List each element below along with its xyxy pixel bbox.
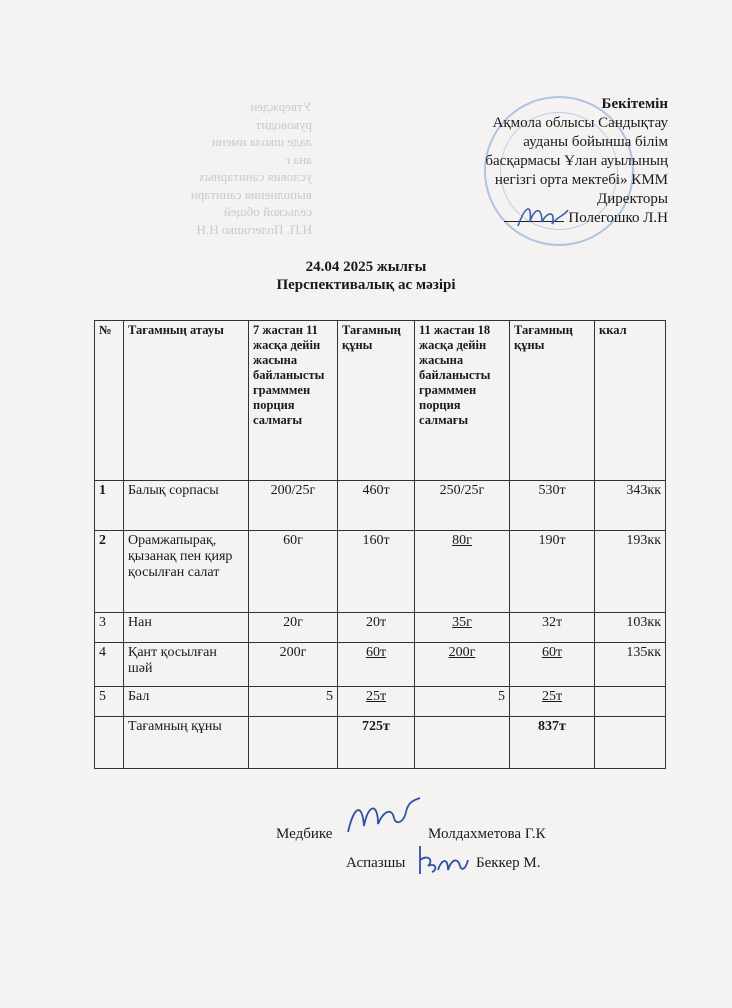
table-row [95, 643, 666, 687]
row-portion-11-18: 250/25г [415, 481, 510, 531]
director-signature-icon [512, 196, 572, 236]
approval-line: ауданы бойынша білім [523, 134, 668, 150]
row-portion-11-18: 5 [415, 687, 510, 717]
row-price-7-11: 25т [338, 687, 415, 717]
approval-line: басқармасы Ұлан ауылының [485, 153, 668, 169]
row-no: 5 [95, 687, 124, 717]
total-empty [415, 717, 510, 769]
signatory-name: Полегошко Л.Н [568, 210, 668, 226]
nurse-signature-icon [344, 792, 424, 838]
total-price-7-11: 725т [338, 717, 415, 769]
total-empty [95, 717, 124, 769]
approval-title: Бекітемін [601, 96, 668, 112]
total-empty [595, 717, 666, 769]
row-portion-11-18: 80г [415, 531, 510, 613]
row-no: 2 [95, 531, 124, 613]
table-row [95, 687, 666, 717]
row-name: Балық сорпасы [124, 481, 249, 531]
row-kcal: 103кк [595, 613, 666, 643]
document-title: Перспективалық ас мәзірі [276, 277, 456, 293]
table-header-row [95, 321, 666, 481]
row-no: 3 [95, 613, 124, 643]
header-name: Тағамның атауы [124, 321, 249, 481]
nurse-name: Молдахметова Г.К [428, 826, 546, 842]
header-no: № [95, 321, 124, 481]
approval-line: Ақмола облысы Сандықтау [492, 115, 668, 131]
row-portion-7-11: 200/25г [249, 481, 338, 531]
ghost-line: выполнения санитарн [190, 186, 312, 202]
table-row [95, 531, 666, 613]
table-row [95, 481, 666, 531]
row-price-11-18: 60т [510, 643, 595, 687]
row-price-11-18: 530т [510, 481, 595, 531]
ghost-line: ладе школа имени [211, 134, 312, 149]
row-name: Нан [124, 613, 249, 643]
row-portion-11-18: 200г [415, 643, 510, 687]
header-portion-7-11: 7 жастан 11 жасқа дейін жасына байланысты грамммен порция салмағы [249, 321, 338, 481]
ghost-line: руководит [255, 116, 312, 132]
row-no: 4 [95, 643, 124, 687]
total-label: Тағамның құны [124, 717, 249, 769]
table-row [95, 613, 666, 643]
row-name: Қант қосылған шәй [124, 643, 249, 687]
document-date: 24.04 2025 жылғы [305, 259, 427, 275]
row-portion-7-11: 20г [249, 613, 338, 643]
row-kcal: 193кк [595, 531, 666, 613]
row-price-11-18: 25т [510, 687, 595, 717]
row-kcal: 343кк [595, 481, 666, 531]
table-total-row [95, 717, 666, 769]
row-price-7-11: 160т [338, 531, 415, 613]
approval-line: негізгі орта мектебі» КММ [494, 172, 668, 188]
ghost-line: Утвержден [250, 99, 312, 114]
row-name: Бал [124, 687, 249, 717]
row-price-11-18: 190т [510, 531, 595, 613]
row-price-7-11: 20т [338, 613, 415, 643]
total-empty [249, 717, 338, 769]
header-price-11-18: Тағамның құны [510, 321, 595, 481]
ghost-line: условия санитарных [198, 169, 312, 184]
row-price-7-11: 460т [338, 481, 415, 531]
total-price-11-18: 837т [510, 717, 595, 769]
header-portion-11-18: 11 жастан 18 жасқа дейін жасына байланысты грамммен порция салмағы [415, 321, 510, 481]
bleed-through-text [52, 98, 312, 238]
ghost-line: Н.П. Полегошко Н.Н [196, 221, 312, 237]
approval-line: Директоры [597, 191, 668, 207]
cook-signature-icon [414, 840, 472, 880]
ghost-line: ана г [284, 151, 312, 167]
row-portion-11-18: 35г [415, 613, 510, 643]
row-portion-7-11: 200г [249, 643, 338, 687]
ghost-line: сельской общей [223, 204, 312, 219]
row-portion-7-11: 5 [249, 687, 338, 717]
row-price-11-18: 32т [510, 613, 595, 643]
cook-name: Беккер М. [476, 855, 541, 871]
row-no: 1 [95, 481, 124, 531]
row-portion-7-11: 60г [249, 531, 338, 613]
header-kcal: ккал [595, 321, 666, 481]
header-price-7-11: Тағамның құны [338, 321, 415, 481]
cook-role: Аспазшы [346, 855, 406, 871]
row-kcal [595, 687, 666, 717]
nurse-role: Медбике [276, 826, 333, 842]
menu-table [94, 320, 666, 769]
row-kcal: 135кк [595, 643, 666, 687]
row-name: Орамжапырақ, қызанақ пен қияр қосылған салат [124, 531, 249, 613]
row-price-7-11: 60т [338, 643, 415, 687]
